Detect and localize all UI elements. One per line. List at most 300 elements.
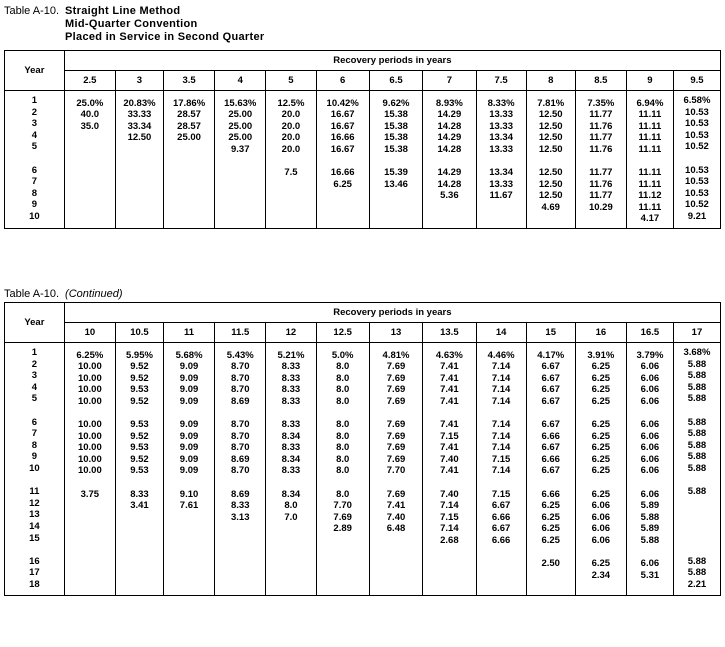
table-cell: 7.69 bbox=[386, 372, 406, 384]
table-cell: 5.88 bbox=[687, 381, 707, 393]
table-cell: 9 bbox=[31, 451, 38, 463]
table2-col-header: 11.5 bbox=[215, 323, 266, 343]
table-cell: 7.5 bbox=[284, 167, 298, 179]
table-cell: 5.88 bbox=[640, 511, 660, 523]
table-cell: 8.0 bbox=[336, 419, 350, 431]
table-cell: 9.53 bbox=[130, 419, 149, 431]
table-cell: 2 bbox=[31, 106, 38, 118]
table-cell: 6.25 bbox=[591, 453, 611, 465]
table-cell: 8.0 bbox=[284, 500, 298, 512]
table-cell bbox=[116, 155, 163, 167]
table-cell bbox=[116, 213, 163, 225]
table1-data-column bbox=[476, 91, 526, 229]
table-cell: 5.88 bbox=[687, 567, 707, 579]
table-cell: 6.06 bbox=[640, 488, 660, 500]
table-cell: 8.34 bbox=[281, 453, 301, 465]
table1-caption bbox=[0, 5, 724, 44]
table-cell: 5.88 bbox=[640, 535, 660, 546]
table-cell: 14 bbox=[29, 520, 40, 532]
table-cell: 1 bbox=[31, 95, 38, 106]
table1-col-header: 2.5 bbox=[64, 71, 115, 91]
table-cell: 15 bbox=[29, 532, 40, 544]
table-cell: 10.53 bbox=[685, 106, 709, 118]
table-cell bbox=[65, 477, 115, 489]
table-cell: 16.67 bbox=[330, 120, 355, 132]
table-cell bbox=[116, 512, 163, 524]
table-cell bbox=[477, 477, 526, 489]
table-cell: 15.39 bbox=[384, 167, 408, 179]
table-cell bbox=[423, 570, 475, 582]
table-cell: 14.28 bbox=[437, 120, 462, 132]
table-cell bbox=[266, 179, 315, 191]
table-cell: 5.95% bbox=[125, 349, 153, 361]
table-cell: 8.70 bbox=[231, 361, 250, 373]
table-cell: 8.0 bbox=[336, 395, 350, 407]
table2-header-row-1 bbox=[5, 303, 721, 323]
table-cell bbox=[370, 407, 422, 419]
table-cell bbox=[215, 202, 265, 214]
table-cell bbox=[266, 558, 315, 570]
table-cell: 10.00 bbox=[77, 453, 102, 465]
table-cell bbox=[215, 570, 265, 582]
table-cell: 7.41 bbox=[440, 395, 459, 407]
table1-group-header: Recovery periods in years bbox=[64, 51, 720, 71]
table1-data-column bbox=[575, 91, 626, 229]
table-cell: 9.53 bbox=[130, 465, 149, 477]
table-cell: 9.52 bbox=[130, 372, 149, 384]
table-cell: 10.00 bbox=[77, 384, 102, 396]
table-cell: 18 bbox=[29, 578, 40, 590]
table-cell: 9.09 bbox=[179, 442, 199, 454]
table-cell: 14.29 bbox=[437, 132, 462, 144]
table-cell bbox=[477, 558, 526, 570]
table-cell: 8.33 bbox=[281, 395, 301, 407]
table-cell: 13.33 bbox=[489, 120, 513, 132]
table-cell: 6.67 bbox=[541, 372, 560, 384]
table1-data-column bbox=[526, 91, 575, 229]
table-cell: 12.50 bbox=[538, 132, 563, 144]
table-cell: 8.0 bbox=[336, 430, 350, 442]
table-cell: 6.06 bbox=[640, 558, 660, 570]
table-cell: 6 bbox=[31, 164, 38, 176]
table-cell bbox=[266, 535, 315, 547]
table-cell: 15.38 bbox=[384, 120, 408, 132]
table-cell: 8.0 bbox=[336, 361, 350, 373]
table-cell: 11.11 bbox=[638, 143, 662, 155]
table-cell: 5 bbox=[31, 393, 38, 405]
table-cell: 7.40 bbox=[440, 488, 459, 500]
table-cell: 8.33 bbox=[281, 465, 301, 477]
table-cell bbox=[5, 153, 64, 165]
table-cell: 7.14 bbox=[491, 395, 511, 407]
table-cell: 5.31 bbox=[640, 569, 660, 581]
table-cell: 3.41 bbox=[130, 500, 149, 512]
table-cell bbox=[65, 547, 115, 559]
table-cell: 2.89 bbox=[333, 523, 352, 535]
table-cell: 7.15 bbox=[440, 511, 459, 523]
table-cell: 7.35% bbox=[587, 97, 615, 109]
table-cell bbox=[477, 570, 526, 582]
table-cell: 12.50 bbox=[538, 167, 563, 179]
table1-data-column bbox=[369, 91, 422, 229]
table-cell: 7.69 bbox=[386, 430, 406, 442]
table-cell bbox=[370, 202, 422, 214]
table1-data-column bbox=[64, 91, 115, 229]
table-cell bbox=[266, 477, 315, 489]
table-cell: 3 bbox=[31, 118, 38, 130]
table-cell: 6.06 bbox=[640, 361, 660, 373]
table1-col-header: 5 bbox=[266, 71, 316, 91]
table-cell bbox=[527, 477, 575, 489]
table-cell bbox=[116, 144, 163, 156]
table-cell bbox=[370, 581, 422, 593]
table-cell bbox=[370, 477, 422, 489]
table-cell bbox=[215, 179, 265, 191]
table-cell: 8.0 bbox=[336, 372, 350, 384]
table-cell: 11.76 bbox=[589, 120, 613, 132]
table-cell bbox=[674, 533, 720, 545]
table-cell bbox=[423, 407, 475, 419]
table-cell: 6.67 bbox=[491, 500, 511, 512]
table-cell bbox=[164, 213, 214, 225]
table-cell: 11.76 bbox=[589, 143, 613, 155]
table-cell: 6.25 bbox=[541, 523, 560, 535]
table-cell: 14.29 bbox=[437, 109, 462, 121]
table-cell bbox=[317, 535, 369, 547]
table2-data-column bbox=[476, 343, 526, 596]
table-cell bbox=[576, 581, 626, 593]
table1-col-header: 4 bbox=[215, 71, 266, 91]
table2-data-column bbox=[64, 343, 115, 596]
table-cell: 20.0 bbox=[281, 143, 301, 155]
table-cell bbox=[627, 407, 673, 419]
table2-data-column bbox=[215, 343, 266, 596]
table-cell: 16.66 bbox=[330, 167, 355, 179]
table-cell bbox=[317, 213, 369, 225]
table-cell: 6.06 bbox=[640, 395, 660, 407]
table-cell bbox=[477, 407, 526, 419]
table-cell: 6.67 bbox=[541, 384, 560, 396]
table1-col-header: 3 bbox=[115, 71, 163, 91]
table-cell: 15.38 bbox=[384, 109, 408, 121]
table-cell bbox=[164, 144, 214, 156]
table-cell: 12.50 bbox=[127, 132, 152, 144]
table-cell: 8.69 bbox=[231, 453, 250, 465]
table-cell: 6.06 bbox=[640, 453, 660, 465]
table1-title bbox=[65, 5, 264, 44]
table-cell: 10.00 bbox=[77, 442, 102, 454]
table-cell: 7.14 bbox=[491, 384, 511, 396]
table-cell bbox=[317, 581, 369, 593]
table-cell: 5.88 bbox=[687, 462, 707, 474]
table-cell: 8.33 bbox=[231, 500, 250, 512]
table-cell: 9.21 bbox=[687, 210, 707, 222]
table-cell: 8.0 bbox=[336, 465, 350, 477]
table-cell: 6.25 bbox=[591, 465, 611, 477]
table-cell bbox=[164, 512, 214, 524]
table-cell: 9.37 bbox=[231, 143, 250, 155]
table-cell: 11.77 bbox=[589, 190, 613, 202]
table-cell: 8.33 bbox=[281, 361, 301, 373]
table1-data-column bbox=[626, 91, 673, 229]
table-cell: 4.17 bbox=[640, 213, 660, 225]
table-cell: 8.70 bbox=[231, 419, 250, 431]
table-cell bbox=[266, 547, 315, 559]
table-cell: 13.34 bbox=[489, 132, 513, 144]
table1-year-values bbox=[5, 95, 64, 223]
table-cell: 6.06 bbox=[591, 511, 611, 523]
table-cell bbox=[215, 535, 265, 547]
table-cell bbox=[423, 477, 475, 489]
table-cell: 3.91% bbox=[587, 349, 615, 361]
table-cell: 9.09 bbox=[179, 430, 199, 442]
table2-col-header: 12.5 bbox=[316, 323, 369, 343]
table-cell bbox=[65, 144, 115, 156]
table-cell: 3 bbox=[31, 370, 38, 382]
table-cell: 7.14 bbox=[440, 500, 459, 512]
table-cell bbox=[477, 547, 526, 559]
table-cell: 9.09 bbox=[179, 384, 199, 396]
table-cell: 6.06 bbox=[591, 523, 611, 535]
table-cell: 12 bbox=[29, 497, 40, 509]
table-cell: 8.0 bbox=[336, 488, 350, 500]
table-cell bbox=[477, 202, 526, 214]
table-cell: 5.21% bbox=[277, 349, 305, 361]
table-cell bbox=[266, 190, 315, 202]
table-cell: 11.77 bbox=[589, 132, 613, 144]
table-cell: 5.88 bbox=[687, 486, 707, 498]
table1-col-header: 3.5 bbox=[163, 71, 214, 91]
table1-col-header: 9 bbox=[626, 71, 673, 91]
table-cell: 20.0 bbox=[281, 132, 301, 144]
table2-col-header: 16.5 bbox=[626, 323, 673, 343]
table-cell bbox=[576, 213, 626, 225]
table-cell bbox=[317, 570, 369, 582]
table-cell: 10.00 bbox=[77, 419, 102, 431]
table-cell: 12.50 bbox=[538, 120, 563, 132]
table-cell: 6.94% bbox=[636, 97, 664, 109]
table-cell bbox=[116, 477, 163, 489]
table-cell bbox=[266, 202, 315, 214]
table-cell: 7.81% bbox=[537, 97, 565, 109]
table-cell: 5.89 bbox=[640, 500, 660, 512]
table-cell: 9.52 bbox=[130, 453, 149, 465]
table-cell: 5.88 bbox=[687, 428, 707, 440]
table-cell: 10.53 bbox=[685, 164, 709, 176]
table-cell bbox=[370, 155, 422, 167]
table-cell bbox=[65, 523, 115, 535]
table-cell bbox=[317, 558, 369, 570]
table-cell: 8.70 bbox=[231, 430, 250, 442]
table-cell: 6.66 bbox=[541, 453, 560, 465]
table-cell: 10 bbox=[29, 210, 40, 222]
table-cell bbox=[164, 547, 214, 559]
table-cell bbox=[215, 167, 265, 179]
table-cell bbox=[527, 547, 575, 559]
table1-col-header: 7.5 bbox=[476, 71, 526, 91]
table-cell: 6.06 bbox=[640, 419, 660, 431]
table-cell: 7.14 bbox=[491, 465, 511, 477]
table2-continued: (Continued) bbox=[65, 288, 123, 300]
table1-data-column bbox=[316, 91, 369, 229]
table-cell: 4.69 bbox=[541, 201, 560, 213]
table1-col-header: 6.5 bbox=[369, 71, 422, 91]
table-cell bbox=[477, 155, 526, 167]
table-cell bbox=[627, 581, 673, 593]
table-cell: 10.52 bbox=[685, 141, 709, 153]
table-cell bbox=[215, 581, 265, 593]
table-cell: 3.13 bbox=[231, 511, 250, 523]
table-cell: 7.41 bbox=[440, 372, 459, 384]
table-cell bbox=[627, 547, 673, 559]
table-cell: 9.62% bbox=[382, 97, 410, 109]
table-cell: 2 bbox=[31, 358, 38, 370]
table-cell bbox=[266, 581, 315, 593]
table-cell: 20.83% bbox=[123, 97, 156, 109]
table-cell: 15.63% bbox=[224, 97, 257, 109]
table2-col-header: 13.5 bbox=[423, 323, 476, 343]
table-cell: 25.00 bbox=[228, 132, 253, 144]
table-cell bbox=[370, 535, 422, 547]
table-cell bbox=[370, 213, 422, 225]
table-cell: 6.25% bbox=[76, 349, 104, 361]
table-cell: 10.00 bbox=[77, 430, 102, 442]
table1-col-header: 8.5 bbox=[575, 71, 626, 91]
table-cell: 8.0 bbox=[336, 453, 350, 465]
table1-col-header: 9.5 bbox=[673, 71, 720, 91]
table-cell: 11.67 bbox=[489, 190, 513, 202]
table-cell: 5.88 bbox=[687, 393, 707, 405]
table-cell: 7.15 bbox=[491, 453, 511, 465]
table-cell: 5 bbox=[31, 141, 38, 153]
table-cell: 6.06 bbox=[591, 500, 611, 512]
table-cell: 11.12 bbox=[638, 190, 662, 202]
table-cell: 6.06 bbox=[591, 535, 611, 546]
table2-group-header: Recovery periods in years bbox=[64, 303, 720, 323]
table-cell bbox=[164, 523, 214, 535]
table-cell: 8.33 bbox=[281, 419, 301, 431]
table2-data-column bbox=[526, 343, 575, 596]
table-cell: 6.25 bbox=[333, 178, 352, 190]
table-cell: 6.25 bbox=[541, 500, 560, 512]
table1-col-header: 8 bbox=[526, 71, 575, 91]
table-cell: 2.50 bbox=[541, 558, 560, 570]
table-cell: 16 bbox=[29, 555, 40, 567]
table-cell bbox=[65, 179, 115, 191]
table-cell bbox=[370, 558, 422, 570]
table-cell: 1 bbox=[31, 347, 38, 358]
table-cell: 8.70 bbox=[231, 465, 250, 477]
table2-col-header: 15 bbox=[526, 323, 575, 343]
table-cell: 4 bbox=[31, 381, 38, 393]
table-cell: 14.29 bbox=[437, 167, 462, 179]
table-cell: 10.42% bbox=[326, 97, 359, 109]
table-cell bbox=[164, 155, 214, 167]
table-cell: 8.0 bbox=[336, 384, 350, 396]
table-cell: 6.67 bbox=[541, 442, 560, 454]
table-cell: 20.0 bbox=[281, 120, 301, 132]
table-cell bbox=[116, 179, 163, 191]
table-cell: 7.69 bbox=[386, 361, 406, 373]
table-cell: 6.58% bbox=[683, 95, 711, 106]
table-cell: 11.76 bbox=[589, 178, 613, 190]
table-cell bbox=[215, 213, 265, 225]
table-cell bbox=[674, 153, 720, 165]
table-cell: 14.28 bbox=[437, 143, 462, 155]
table-cell: 8.34 bbox=[281, 430, 301, 442]
table-cell: 7.40 bbox=[440, 453, 459, 465]
table-cell bbox=[65, 167, 115, 179]
table-cell: 10.53 bbox=[685, 187, 709, 199]
table-cell bbox=[423, 202, 475, 214]
table-cell: 9 bbox=[31, 199, 38, 211]
table-cell: 3.68% bbox=[683, 347, 711, 358]
table1-col-header: 7 bbox=[423, 71, 476, 91]
table-cell: 11.11 bbox=[638, 132, 662, 144]
table2-data-column bbox=[266, 343, 316, 596]
table-cell: 7.69 bbox=[386, 488, 406, 500]
table-cell: 6.25 bbox=[591, 442, 611, 454]
table-cell: 7.69 bbox=[333, 511, 352, 523]
table-cell: 12.50 bbox=[538, 190, 563, 202]
table-cell bbox=[164, 190, 214, 202]
table-cell: 9.09 bbox=[179, 395, 199, 407]
table2-header-row-2 bbox=[5, 323, 721, 343]
table-cell: 11.11 bbox=[638, 167, 662, 179]
table-cell bbox=[527, 581, 575, 593]
table-cell: 10.53 bbox=[685, 118, 709, 130]
table-cell: 8.33% bbox=[487, 97, 515, 109]
table-cell: 25.00 bbox=[228, 109, 253, 121]
table-cell: 6.06 bbox=[640, 465, 660, 477]
table-cell: 3.75 bbox=[80, 488, 100, 500]
table-cell: 6.25 bbox=[591, 384, 611, 396]
table2-data-column bbox=[316, 343, 369, 596]
table-cell bbox=[65, 500, 115, 512]
table-cell bbox=[116, 570, 163, 582]
table1-year-header: Year bbox=[5, 51, 65, 91]
table-cell bbox=[317, 547, 369, 559]
table-cell bbox=[116, 558, 163, 570]
table-cell: 7.41 bbox=[440, 442, 459, 454]
table-cell bbox=[423, 213, 475, 225]
table1-data-column bbox=[115, 91, 163, 229]
table-cell bbox=[370, 547, 422, 559]
table-cell: 10.53 bbox=[685, 129, 709, 141]
table-cell: 5.88 bbox=[687, 439, 707, 451]
table-cell: 7.70 bbox=[333, 500, 352, 512]
depreciation-table-2 bbox=[4, 302, 721, 596]
table-cell: 12.50 bbox=[538, 178, 563, 190]
table-cell: 5.88 bbox=[687, 370, 707, 382]
table-cell: 7.41 bbox=[386, 500, 406, 512]
table-cell: 9.53 bbox=[130, 442, 149, 454]
table2-col-header: 14 bbox=[476, 323, 526, 343]
table-cell: 7.61 bbox=[179, 500, 199, 512]
table-cell: 8.33 bbox=[130, 488, 149, 500]
table-cell bbox=[116, 167, 163, 179]
table2-data-column bbox=[626, 343, 673, 596]
table-cell: 12.5% bbox=[277, 97, 305, 109]
table-cell bbox=[164, 570, 214, 582]
table-cell: 11.11 bbox=[638, 178, 662, 190]
table-cell: 5.88 bbox=[687, 451, 707, 463]
table2-data-column bbox=[575, 343, 626, 596]
table-cell bbox=[266, 155, 315, 167]
table-cell: 33.34 bbox=[127, 120, 152, 132]
table-cell bbox=[164, 179, 214, 191]
table-cell bbox=[317, 477, 369, 489]
